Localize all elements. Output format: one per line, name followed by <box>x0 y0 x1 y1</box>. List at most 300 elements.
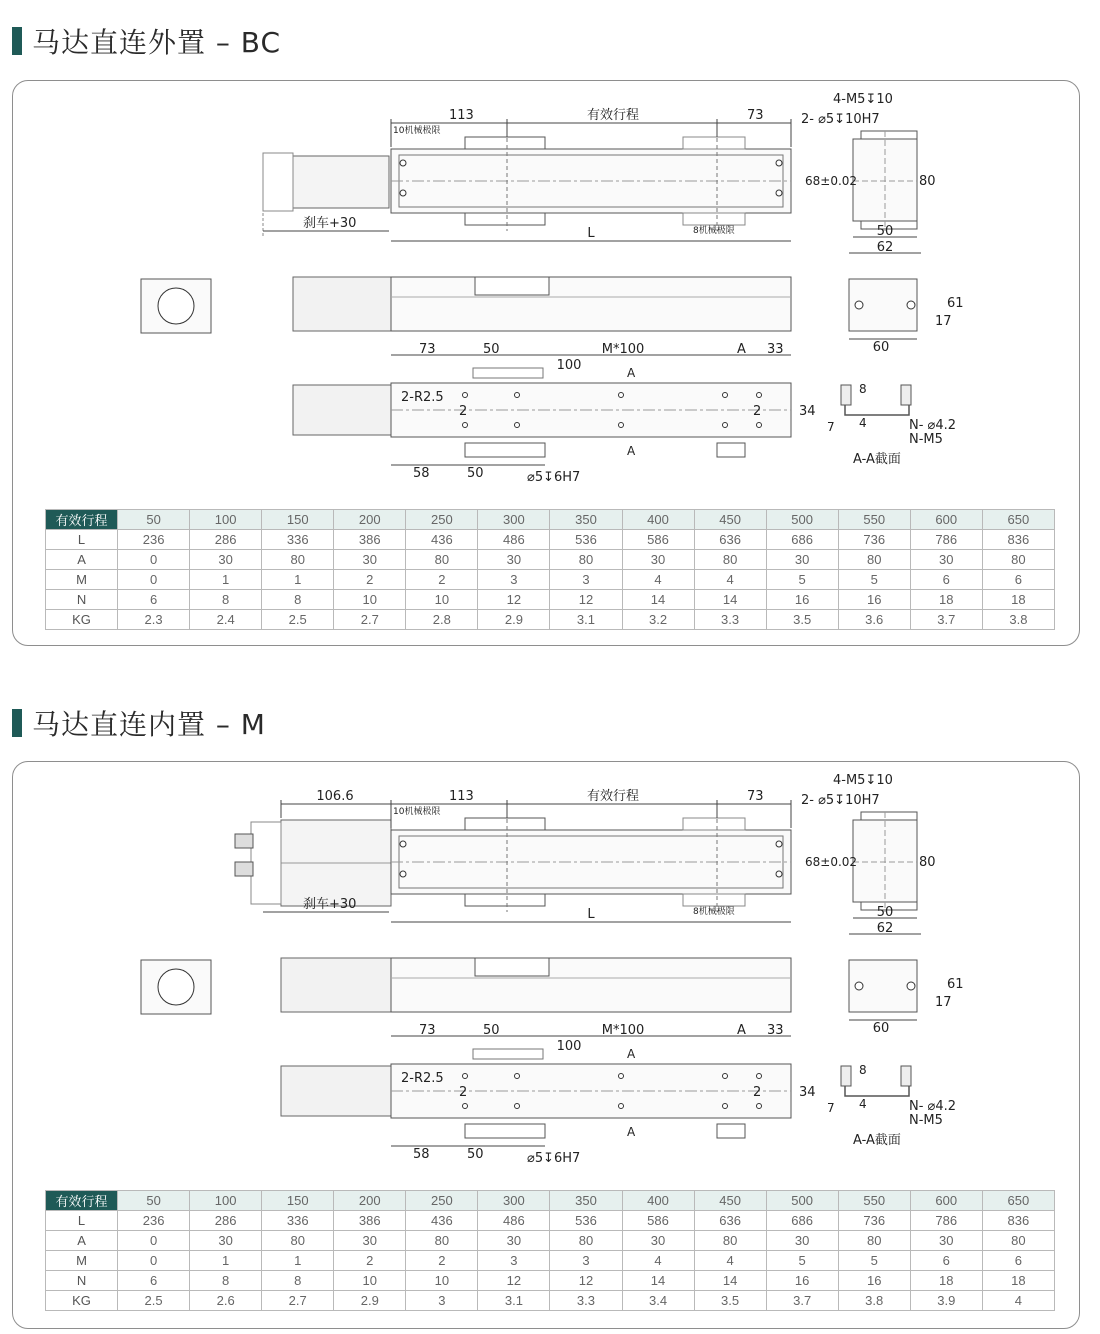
stroke-column-header: 150 <box>262 510 334 530</box>
table-cell: 586 <box>622 530 694 550</box>
dimension-label: 4-M5↧10 <box>833 92 893 107</box>
hole <box>463 423 468 428</box>
table-cell: 636 <box>694 1211 766 1231</box>
technical-drawing <box>13 81 1079 501</box>
table-cell: 5 <box>766 1251 838 1271</box>
table-cell: 0 <box>118 570 190 590</box>
table-cell: 4 <box>982 1291 1054 1311</box>
table-cell: 3.5 <box>766 610 838 630</box>
table-cell: 12 <box>550 590 622 610</box>
dimension-label: 2 <box>753 1085 762 1100</box>
stroke-column-header: 300 <box>478 1191 550 1211</box>
mount-block <box>465 443 545 457</box>
row-label: L <box>46 530 118 550</box>
table-cell: 686 <box>766 1211 838 1231</box>
dimension-label: 17 <box>935 995 952 1010</box>
stroke-column-header: 550 <box>838 1191 910 1211</box>
hole <box>757 1074 762 1079</box>
limit-block <box>683 894 745 906</box>
table-cell: 2 <box>406 1251 478 1271</box>
table-cell: 10 <box>334 590 406 610</box>
table-cell: 30 <box>478 550 550 570</box>
stroke-column-header: 600 <box>910 510 982 530</box>
table-row <box>46 570 1055 590</box>
hole <box>400 871 406 877</box>
hole <box>723 393 728 398</box>
dimension-label: 10机械极限 <box>393 126 441 136</box>
table-cell: 6 <box>118 1271 190 1291</box>
table-row <box>46 1291 1055 1311</box>
table-cell: 2.3 <box>118 610 190 630</box>
limit-block <box>683 137 745 149</box>
carriage-side <box>475 277 549 295</box>
table-cell: 1 <box>190 570 262 590</box>
table-cell: 3 <box>406 1291 478 1311</box>
stroke-column-header: 250 <box>406 510 478 530</box>
dimension-label: 50 <box>483 342 500 357</box>
dimension-label: 2-R2.5 <box>401 390 444 405</box>
dimension-label: 113 <box>449 789 474 804</box>
table-cell: 4 <box>622 570 694 590</box>
spec-table <box>45 1190 1055 1311</box>
table-cell: 6 <box>910 570 982 590</box>
table-cell: 236 <box>118 1211 190 1231</box>
dimension-label: 58 <box>413 466 430 481</box>
hole <box>515 393 520 398</box>
table-cell: 80 <box>982 1231 1054 1251</box>
dimension-label: 刹车+30 <box>303 897 357 912</box>
table-cell: 3.2 <box>622 610 694 630</box>
table-cell: 80 <box>694 550 766 570</box>
motor-bottom <box>281 1066 391 1116</box>
drawing-panel-m <box>12 761 1080 1329</box>
hole <box>757 1104 762 1109</box>
rail-side <box>391 277 791 331</box>
carriage-block <box>465 894 545 906</box>
section-flange <box>841 1066 851 1086</box>
stroke-column-header: 400 <box>622 1191 694 1211</box>
stroke-column-header: 350 <box>550 1191 622 1211</box>
table-cell: 10 <box>334 1271 406 1291</box>
table-cell: 10 <box>406 590 478 610</box>
dimension-label: 2 <box>753 404 762 419</box>
dimension-label: 4 <box>859 1097 867 1111</box>
table-cell: 80 <box>262 1231 334 1251</box>
dimension-label: 33 <box>767 1023 784 1038</box>
motor-flange <box>158 288 194 324</box>
table-cell: 16 <box>838 1271 910 1291</box>
hole <box>723 1074 728 1079</box>
connector <box>235 862 253 876</box>
spec-table <box>45 509 1055 630</box>
table-header-label: 有效行程 <box>46 1191 118 1211</box>
table-cell: 536 <box>550 1211 622 1231</box>
dimension-label: A <box>737 342 746 357</box>
carriage-block <box>465 213 545 225</box>
table-cell: 4 <box>622 1251 694 1271</box>
table-cell: 30 <box>190 1231 262 1251</box>
table-cell: 80 <box>550 1231 622 1251</box>
section-title-bc <box>12 24 281 58</box>
table-cell: 3.8 <box>838 1291 910 1311</box>
table-header-row <box>46 1191 1055 1211</box>
table-cell: 3.6 <box>838 610 910 630</box>
table-cell: 3.7 <box>910 610 982 630</box>
table-cell: 30 <box>766 1231 838 1251</box>
table-cell: 736 <box>838 530 910 550</box>
carriage-outline <box>473 1049 543 1059</box>
hole <box>400 841 406 847</box>
table-cell: 3.1 <box>550 610 622 630</box>
table-cell: 1 <box>190 1251 262 1271</box>
table-cell: 786 <box>910 530 982 550</box>
table-cell: 336 <box>262 1211 334 1231</box>
dimension-label: 2 <box>459 1085 468 1100</box>
dimension-label: 80 <box>919 174 936 189</box>
technical-drawing <box>13 762 1079 1182</box>
table-cell: 12 <box>478 590 550 610</box>
dimension-label: M*100 <box>601 1023 645 1038</box>
table-cell: 2.6 <box>190 1291 262 1311</box>
dimension-label: 33 <box>767 342 784 357</box>
stroke-column-header: 600 <box>910 1191 982 1211</box>
dimension-label: 61 <box>947 977 964 992</box>
dimension-label: 50 <box>467 1147 484 1162</box>
hole <box>907 301 915 309</box>
table-cell: 8 <box>190 1271 262 1291</box>
table-cell: 30 <box>910 1231 982 1251</box>
limit-block <box>683 213 745 225</box>
table-cell: 80 <box>262 550 334 570</box>
dimension-label: 106.6 <box>316 789 354 804</box>
stroke-column-header: 50 <box>118 510 190 530</box>
dimension-label: 62 <box>876 240 894 255</box>
dimension-label: 113 <box>449 108 474 123</box>
dimension-label: L <box>587 907 595 922</box>
table-cell: 2 <box>406 570 478 590</box>
table-cell: 80 <box>406 550 478 570</box>
dimension-label: 8 <box>859 382 867 396</box>
stroke-column-header: 500 <box>766 1191 838 1211</box>
dimension-label: 8机械极限 <box>693 907 735 917</box>
table-row <box>46 550 1055 570</box>
table-cell: 4 <box>694 1251 766 1271</box>
table-cell: 3.8 <box>982 610 1054 630</box>
table-cell: 14 <box>694 1271 766 1291</box>
stroke-column-header: 500 <box>766 510 838 530</box>
table-cell: 14 <box>622 1271 694 1291</box>
dimension-label: 有效行程 <box>586 108 640 123</box>
carriage-block <box>465 818 545 830</box>
table-cell: 5 <box>838 570 910 590</box>
row-label: N <box>46 590 118 610</box>
dimension-label: N-M5 <box>909 432 943 447</box>
carriage-side <box>475 958 549 976</box>
dimension-label: 73 <box>747 789 764 804</box>
hole <box>723 1104 728 1109</box>
dimension-label: ⌀5↧6H7 <box>527 1151 581 1166</box>
table-cell: 30 <box>478 1231 550 1251</box>
table-row <box>46 1271 1055 1291</box>
dimension-label: 73 <box>419 1023 436 1038</box>
table-cell: 3.4 <box>622 1291 694 1311</box>
table-cell: 8 <box>262 590 334 610</box>
section-flange <box>901 385 911 405</box>
dimension-label: ⌀5↧6H7 <box>527 470 581 485</box>
limit-block <box>683 818 745 830</box>
hole <box>463 393 468 398</box>
row-label: L <box>46 1211 118 1231</box>
row-label: KG <box>46 1291 118 1311</box>
table-cell: 386 <box>334 1211 406 1231</box>
table-cell: 12 <box>478 1271 550 1291</box>
dimension-label: 60 <box>872 340 890 355</box>
dimension-label: 50 <box>483 1023 500 1038</box>
stroke-column-header: 350 <box>550 510 622 530</box>
connector <box>235 834 253 848</box>
table-cell: 3.1 <box>478 1291 550 1311</box>
carriage-block <box>465 137 545 149</box>
dimension-label: 10机械极限 <box>393 807 441 817</box>
row-label: N <box>46 1271 118 1291</box>
dimension-label: 50 <box>467 466 484 481</box>
stroke-column-header: 300 <box>478 510 550 530</box>
table-cell: 8 <box>262 1271 334 1291</box>
table-cell: 18 <box>910 1271 982 1291</box>
hole <box>463 1074 468 1079</box>
dimension-label: 4 <box>859 416 867 430</box>
motor-housing <box>293 156 389 208</box>
table-cell: 836 <box>982 1211 1054 1231</box>
table-cell: 30 <box>910 550 982 570</box>
hole <box>776 160 782 166</box>
table-cell: 3.9 <box>910 1291 982 1311</box>
table-row <box>46 590 1055 610</box>
table-cell: 236 <box>118 530 190 550</box>
title-accent-bar <box>12 709 22 737</box>
hole <box>723 423 728 428</box>
dimension-label: 7 <box>827 1101 835 1115</box>
stroke-column-header: 650 <box>982 510 1054 530</box>
motor-flange <box>158 969 194 1005</box>
section-profile <box>845 1070 909 1096</box>
dimension-label: 2-R2.5 <box>401 1071 444 1086</box>
dimension-label: 2- ⌀5↧10H7 <box>801 793 880 808</box>
table-header-label: 有效行程 <box>46 510 118 530</box>
table-cell: 336 <box>262 530 334 550</box>
table-cell: 2.5 <box>262 610 334 630</box>
hole <box>776 841 782 847</box>
dimension-label: 58 <box>413 1147 430 1162</box>
table-cell: 686 <box>766 530 838 550</box>
table-cell: 6 <box>982 1251 1054 1271</box>
table-cell: 30 <box>622 1231 694 1251</box>
stroke-column-header: 450 <box>694 1191 766 1211</box>
dimension-label: N- ⌀4.2 <box>909 418 957 433</box>
dimension-label: A-A截面 <box>853 452 901 467</box>
table-cell: 6 <box>910 1251 982 1271</box>
table-cell: 5 <box>766 570 838 590</box>
dimension-label: L <box>587 226 595 241</box>
hole <box>855 982 863 990</box>
table-cell: 636 <box>694 530 766 550</box>
table-cell: 30 <box>766 550 838 570</box>
table-cell: 16 <box>838 590 910 610</box>
dimension-label: 73 <box>747 108 764 123</box>
hole <box>400 190 406 196</box>
table-cell: 436 <box>406 530 478 550</box>
table-row <box>46 610 1055 630</box>
row-label: A <box>46 550 118 570</box>
table-cell: 6 <box>118 590 190 610</box>
table-cell: 2.4 <box>190 610 262 630</box>
end-cap <box>861 812 917 820</box>
table-cell: 3 <box>478 570 550 590</box>
table-cell: 3 <box>478 1251 550 1271</box>
section-title-text: 马达直连外置 – BC <box>32 26 282 59</box>
table-cell: 5 <box>838 1251 910 1271</box>
stroke-column-header: 100 <box>190 510 262 530</box>
row-label: M <box>46 1251 118 1271</box>
table-cell: 10 <box>406 1271 478 1291</box>
hole <box>619 423 624 428</box>
row-label: M <box>46 570 118 590</box>
table-cell: 14 <box>622 590 694 610</box>
table-cell: 436 <box>406 1211 478 1231</box>
table-cell: 3 <box>550 1251 622 1271</box>
table-cell: 2.9 <box>334 1291 406 1311</box>
dimension-label: 8 <box>859 1063 867 1077</box>
section-flange <box>841 385 851 405</box>
table-cell: 286 <box>190 1211 262 1231</box>
table-cell: 80 <box>838 1231 910 1251</box>
table-cell: 2.7 <box>262 1291 334 1311</box>
end-cap <box>861 131 917 139</box>
dimension-label: 60 <box>872 1021 890 1036</box>
dimension-label: N-M5 <box>909 1113 943 1128</box>
table-cell: 786 <box>910 1211 982 1231</box>
dimension-label: M*100 <box>601 342 645 357</box>
dimension-label: 50 <box>876 905 894 920</box>
brake-housing <box>263 153 293 211</box>
stroke-column-header: 650 <box>982 1191 1054 1211</box>
mount-block <box>717 1124 745 1138</box>
table-cell: 3.7 <box>766 1291 838 1311</box>
table-row <box>46 1251 1055 1271</box>
dimension-label: N- ⌀4.2 <box>909 1099 957 1114</box>
table-cell: 6 <box>982 570 1054 590</box>
table-cell: 2.5 <box>118 1291 190 1311</box>
dimension-label: 34 <box>799 404 816 419</box>
table-cell: 30 <box>334 550 406 570</box>
table-row <box>46 1211 1055 1231</box>
table-cell: 80 <box>550 550 622 570</box>
dimension-label: A <box>627 1125 636 1139</box>
table-cell: 0 <box>118 1231 190 1251</box>
stroke-column-header: 200 <box>334 1191 406 1211</box>
hole <box>515 1104 520 1109</box>
motor-side <box>293 277 391 331</box>
dimension-label: A <box>627 1047 636 1061</box>
dimension-label: 68±0.02 <box>805 174 858 188</box>
table-cell: 386 <box>334 530 406 550</box>
table-cell: 80 <box>982 550 1054 570</box>
table-row <box>46 530 1055 550</box>
dimension-label: 有效行程 <box>586 789 640 804</box>
table-cell: 30 <box>334 1231 406 1251</box>
table-cell: 3.3 <box>694 610 766 630</box>
table-cell: 80 <box>406 1231 478 1251</box>
table-cell: 16 <box>766 590 838 610</box>
hole <box>463 1104 468 1109</box>
hole <box>619 393 624 398</box>
table-cell: 3 <box>550 570 622 590</box>
table-cell: 836 <box>982 530 1054 550</box>
dimension-label: 34 <box>799 1085 816 1100</box>
dimension-label: 17 <box>935 314 952 329</box>
section-flange <box>901 1066 911 1086</box>
title-accent-bar <box>12 27 22 55</box>
dimension-label: 8机械极限 <box>693 226 735 236</box>
dimension-label: A <box>627 444 636 458</box>
drawing-panel-bc <box>12 80 1080 646</box>
row-label: KG <box>46 610 118 630</box>
dimension-label: 4-M5↧10 <box>833 773 893 788</box>
brake-housing <box>251 822 281 904</box>
dimension-label: A <box>737 1023 746 1038</box>
table-row <box>46 1231 1055 1251</box>
hole <box>776 871 782 877</box>
table-cell: 80 <box>838 550 910 570</box>
table-cell: 0 <box>118 1251 190 1271</box>
hole <box>400 160 406 166</box>
stroke-column-header: 250 <box>406 1191 478 1211</box>
hole <box>515 1074 520 1079</box>
table-cell: 18 <box>982 590 1054 610</box>
rail-side <box>391 958 791 1012</box>
table-cell: 80 <box>694 1231 766 1251</box>
stroke-column-header: 150 <box>262 1191 334 1211</box>
mount-block <box>465 1124 545 1138</box>
table-cell: 736 <box>838 1211 910 1231</box>
table-header-row <box>46 510 1055 530</box>
table-cell: 18 <box>910 590 982 610</box>
table-cell: 16 <box>766 1271 838 1291</box>
table-cell: 18 <box>982 1271 1054 1291</box>
hole <box>619 1074 624 1079</box>
table-cell: 14 <box>694 590 766 610</box>
table-cell: 3.3 <box>550 1291 622 1311</box>
hole <box>619 1104 624 1109</box>
row-label: A <box>46 1231 118 1251</box>
stroke-column-header: 50 <box>118 1191 190 1211</box>
stroke-column-header: 550 <box>838 510 910 530</box>
hole <box>757 423 762 428</box>
hole <box>757 393 762 398</box>
dimension-label: 刹车+30 <box>303 216 357 231</box>
carriage-outline <box>473 368 543 378</box>
dimension-label: 80 <box>919 855 936 870</box>
table-cell: 30 <box>190 550 262 570</box>
hole <box>855 301 863 309</box>
table-cell: 486 <box>478 530 550 550</box>
table-cell: 30 <box>622 550 694 570</box>
section-title-text: 马达直连内置 – M <box>32 708 266 741</box>
table-cell: 2 <box>334 570 406 590</box>
dimension-label: 68±0.02 <box>805 855 858 869</box>
dimension-label: 62 <box>876 921 894 936</box>
table-cell: 536 <box>550 530 622 550</box>
